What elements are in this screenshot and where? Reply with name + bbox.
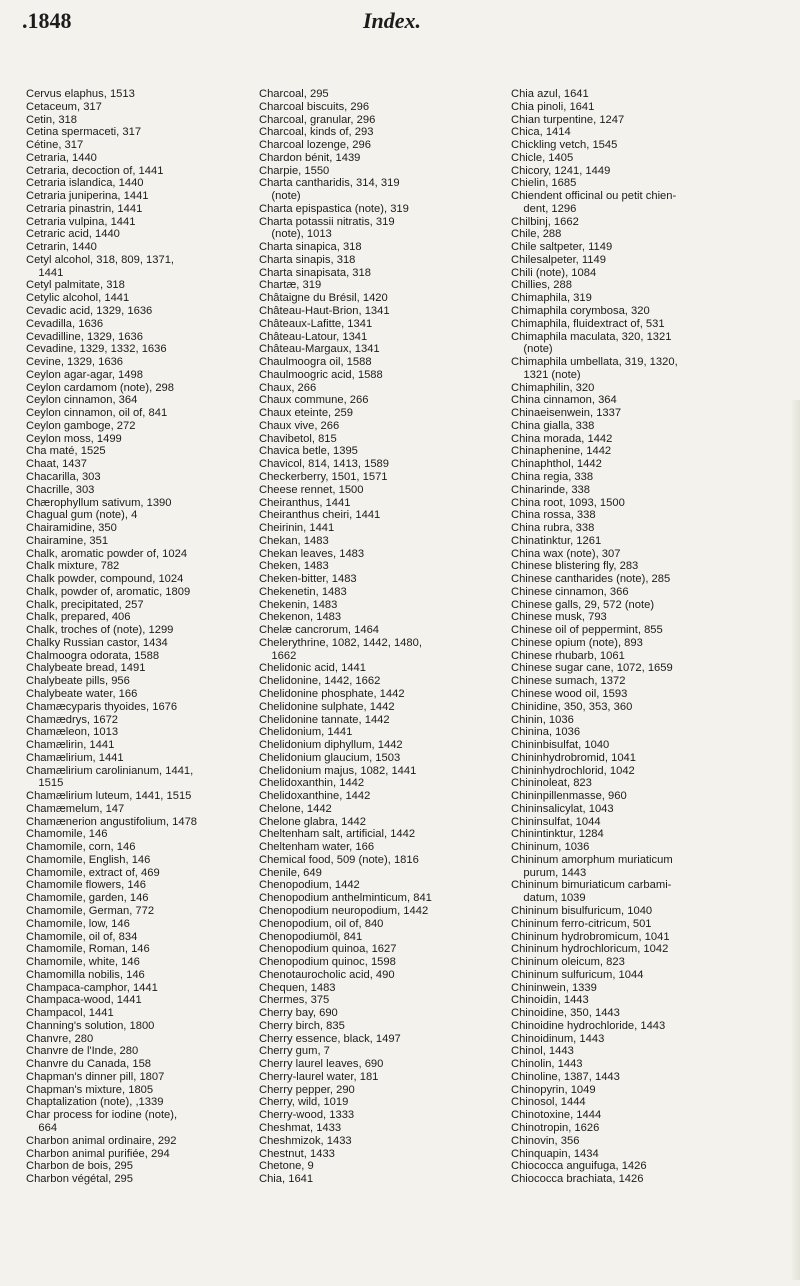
index-entry: Chalk powder, compound, 1024 xyxy=(26,573,184,586)
index-column-1 xyxy=(26,88,288,1186)
index-entry: Chacarilla, 303 xyxy=(26,470,101,483)
index-entry: Châtaigne du Brésil, 1420 xyxy=(259,292,388,305)
index-entry: Chamælirium, 1441 xyxy=(26,751,124,764)
index-entry: Chinotoxine, 1444 xyxy=(511,1109,602,1122)
index-entry: datum, 1039 xyxy=(511,892,586,905)
index-entry: Chininsalicylat, 1043 xyxy=(511,802,614,815)
index-entry: China wax (note), 307 xyxy=(511,547,621,560)
index-entry: Cherry-wood, 1333 xyxy=(259,1109,355,1122)
index-entry: Chinarinde, 338 xyxy=(511,483,590,496)
index-entry: Chamædrys, 1672 xyxy=(26,713,119,726)
index-entry: Chærophyllum sativum, 1390 xyxy=(26,496,172,509)
index-entry: Charbon animal ordinaire, 292 xyxy=(26,1134,177,1147)
index-entry: Charta sinapisata, 318 xyxy=(259,266,371,279)
index-entry: Chinoidine hydrochloride, 1443 xyxy=(511,1019,666,1032)
index-entry: Cherry laurel leaves, 690 xyxy=(259,1058,384,1071)
index-entry: Chanvre du Canada, 158 xyxy=(26,1058,152,1071)
index-entry: Cetin, 318 xyxy=(26,113,77,126)
index-entry: Cetraric acid, 1440 xyxy=(26,228,120,241)
index-entry: Char process for iodine (note), xyxy=(26,1109,178,1122)
index-entry: Chamomile, English, 146 xyxy=(26,853,151,866)
index-entry: Ceylon gamboge, 272 xyxy=(26,419,136,432)
index-entry: Charbon animal purifiée, 294 xyxy=(26,1147,170,1160)
index-entry: Charta potassii nitratis, 319 xyxy=(259,215,395,228)
index-column-2 xyxy=(259,88,521,1186)
index-entry: Chekenon, 1483 xyxy=(259,611,342,624)
index-entry: (note) xyxy=(259,190,301,203)
index-entry: Cherry essence, black, 1497 xyxy=(259,1032,401,1045)
index-entry: Chamomile, garden, 146 xyxy=(26,892,149,905)
index-entry: Charcoal, granular, 296 xyxy=(259,113,376,126)
index-entry: Chinaeisenwein, 1337 xyxy=(511,407,622,420)
index-entry: Chelidonine phosphate, 1442 xyxy=(259,687,405,700)
index-entry: Cetyl alcohol, 318, 809, 1371, xyxy=(26,253,175,266)
index-entry: Chamomile, white, 146 xyxy=(26,956,140,969)
index-entry: Chilesalpeter, 1149 xyxy=(511,253,606,266)
index-entry: (note) xyxy=(511,343,553,356)
index-entry: Chia, 1641 xyxy=(259,1173,314,1186)
index-entry: Cheken, 1483 xyxy=(259,560,329,573)
index-entry: Chillies, 288 xyxy=(511,279,572,292)
index-entry: Chelidoxanthin, 1442 xyxy=(259,777,365,790)
index-entry: Chile, 288 xyxy=(511,228,562,241)
index-entry: 664 xyxy=(26,1122,58,1135)
index-entry: China gialla, 338 xyxy=(511,419,595,432)
index-entry: Ceylon agar-agar, 1498 xyxy=(26,368,143,381)
index-entry: Ceylon moss, 1499 xyxy=(26,432,122,445)
index-entry: Charbon de bois, 295 xyxy=(26,1160,133,1173)
index-entry: Cherry bay, 690 xyxy=(259,1007,338,1020)
index-entry: Chekan, 1483 xyxy=(259,534,329,547)
index-entry: Cevadilline, 1329, 1636 xyxy=(26,330,143,343)
index-entry: Charta sinapica, 318 xyxy=(259,241,362,254)
index-entry: Chagual gum (note), 4 xyxy=(26,509,138,522)
index-entry: Chenopodium, oil of, 840 xyxy=(259,917,384,930)
index-entry: Cherry birch, 835 xyxy=(259,1019,345,1032)
index-entry: Chimaphila, fluidextract of, 531 xyxy=(511,317,665,330)
index-entry: Chinese cinnamon, 366 xyxy=(511,585,629,598)
index-entry: Chamæmelum, 147 xyxy=(26,802,125,815)
index-entry: China cinnamon, 364 xyxy=(511,394,617,407)
index-entry: 1321 (note) xyxy=(511,368,581,381)
index-entry: Chavica betle, 1395 xyxy=(259,445,358,458)
index-entry: Chenopodium, 1442 xyxy=(259,879,360,892)
index-entry: Chamomile, German, 772 xyxy=(26,905,155,917)
index-entry: Cherry-laurel water, 181 xyxy=(259,1070,379,1083)
index-entry: Chaux vive, 266 xyxy=(259,419,340,432)
index-entry: Cetraria pinastrin, 1441 xyxy=(26,202,143,215)
index-entry: Chamænerion angustifolium, 1478 xyxy=(26,815,198,828)
index-entry: Chelidonine sulphate, 1442 xyxy=(259,700,395,713)
index-entry: Chininpillenmasse, 960 xyxy=(511,790,627,803)
page-header xyxy=(22,8,762,40)
index-entry: Chekan leaves, 1483 xyxy=(259,547,365,560)
index-entry: Chininbisulfat, 1040 xyxy=(511,739,610,752)
index-entry: Chinese wood oil, 1593 xyxy=(511,687,628,700)
index-entry: (note), 1013 xyxy=(259,228,332,241)
index-entry: Chinatinktur, 1261 xyxy=(511,534,602,547)
index-entry: Chestnut, 1433 xyxy=(259,1147,335,1160)
index-entry: Channing's solution, 1800 xyxy=(26,1019,155,1032)
index-entry: Chica, 1414 xyxy=(511,126,571,139)
index-entry: Chia azul, 1641 xyxy=(511,88,589,100)
index-entry: Chelidonic acid, 1441 xyxy=(259,662,366,675)
index-entry: Chinotropin, 1626 xyxy=(511,1122,600,1135)
index-entry: Chalmoogra odorata, 1588 xyxy=(26,649,160,662)
index-entry: Chinese oil of peppermint, 855 xyxy=(511,624,663,637)
index-entry: Chalk, precipitated, 257 xyxy=(26,598,144,611)
index-entry: Cheese rennet, 1500 xyxy=(259,483,364,496)
index-entry: Cevadine, 1329, 1332, 1636 xyxy=(26,343,167,356)
index-entry: China rossa, 338 xyxy=(511,509,596,522)
page-edge-shadow xyxy=(790,400,800,1280)
index-entry: Chamælirin, 1441 xyxy=(26,739,115,752)
index-entry: Chinquapin, 1434 xyxy=(511,1147,599,1160)
index-entry: Chelidonium diphyllum, 1442 xyxy=(259,739,403,752)
index-entry: Chinol, 1443 xyxy=(511,1045,574,1058)
index-entry: Cheiranthus, 1441 xyxy=(259,496,351,509)
index-entry: Cheshmizok, 1433 xyxy=(259,1134,352,1147)
index-entry: Cetaceum, 317 xyxy=(26,100,102,113)
index-entry: Chile saltpeter, 1149 xyxy=(511,241,613,254)
index-entry: Chalybeate pills, 956 xyxy=(26,675,130,688)
index-entry: Chamomile, low, 146 xyxy=(26,917,130,930)
index-entry: Chininhydrobromid, 1041 xyxy=(511,751,637,764)
index-entry: Cheken-bitter, 1483 xyxy=(259,573,357,586)
page-title: Index. xyxy=(362,8,422,33)
index-entry: Chinoidinum, 1443 xyxy=(511,1032,605,1045)
index-entry: Chelæ cancrorum, 1464 xyxy=(259,624,380,637)
index-entry: Cevine, 1329, 1636 xyxy=(26,356,124,369)
index-entry: Chinopyrin, 1049 xyxy=(511,1083,596,1096)
index-entry: Chamomile flowers, 146 xyxy=(26,879,147,892)
index-entry: Chaux eteinte, 259 xyxy=(259,407,353,420)
index-column-3 xyxy=(511,88,791,1186)
index-entry: Chinoidin, 1443 xyxy=(511,994,589,1007)
index-entry: Chinina, 1036 xyxy=(511,726,581,739)
index-entry: Chalk mixture, 782 xyxy=(26,560,120,573)
index-entry: Chicory, 1241, 1449 xyxy=(511,164,611,177)
index-entry: Ceylon cinnamon, oil of, 841 xyxy=(26,407,168,420)
index-entry: Chalybeate bread, 1491 xyxy=(26,662,146,675)
index-entry: Chininum, 1036 xyxy=(511,841,590,854)
index-entry: Chelidonium, 1441 xyxy=(259,726,353,739)
index-entry: Chinolin, 1443 xyxy=(511,1058,583,1071)
index-entry: dent, 1296 xyxy=(511,202,577,215)
index-entry: China rubra, 338 xyxy=(511,522,595,535)
index-entry: Châteaux-Lafitte, 1341 xyxy=(259,317,373,330)
index-entry: China morada, 1442 xyxy=(511,432,613,445)
index-entry: Cherry, wild, 1019 xyxy=(259,1096,349,1109)
index-entry: Chalk, powder of, aromatic, 1809 xyxy=(26,585,191,598)
index-entry: Cetraria juniperina, 1441 xyxy=(26,190,149,203)
index-entry: Chelerythrine, 1082, 1442, 1480, xyxy=(259,636,422,649)
index-entry: Chamomile, corn, 146 xyxy=(26,841,136,854)
index-entry: Chinin, 1036 xyxy=(511,713,574,726)
index-entry: Cheirinin, 1441 xyxy=(259,522,335,535)
index-entry: Chaux, 266 xyxy=(259,381,317,394)
index-entry: Chalk, prepared, 406 xyxy=(26,611,131,624)
index-entry: Chininum hydrochloricum, 1042 xyxy=(511,943,669,956)
index-entry: Chetone, 9 xyxy=(259,1160,314,1173)
index-entry: Chairamidine, 350 xyxy=(26,522,117,535)
index-entry: Charcoal, kinds of, 293 xyxy=(259,126,374,139)
index-entry: Chinoline, 1387, 1443 xyxy=(511,1070,620,1083)
index-entry: Chininum sulfuricum, 1044 xyxy=(511,968,644,981)
index-entry: Chalybeate water, 166 xyxy=(26,687,138,700)
index-entry: Chaulmoogra oil, 1588 xyxy=(259,356,372,369)
index-entry: Château-Haut-Brion, 1341 xyxy=(259,305,390,318)
index-entry: Chalky Russian castor, 1434 xyxy=(26,636,168,649)
index-entry: Chenotaurocholic acid, 490 xyxy=(259,968,395,981)
index-entry: Cetraria islandica, 1440 xyxy=(26,177,144,190)
index-entry: Chilbinj, 1662 xyxy=(511,215,579,228)
index-entry: Chavibetol, 815 xyxy=(259,432,337,445)
index-entry: Chielin, 1685 xyxy=(511,177,577,190)
index-entry: Charcoal lozenge, 296 xyxy=(259,139,371,152)
index-entry: Charbon végétal, 295 xyxy=(26,1173,133,1186)
index-entry: Champaca-wood, 1441 xyxy=(26,994,142,1007)
index-entry: Chenopodiumöl, 841 xyxy=(259,930,363,943)
index-entry: Cherry gum, 7 xyxy=(259,1045,330,1058)
index-entry: 1441 xyxy=(26,266,64,279)
index-entry: Chapman's mixture, 1805 xyxy=(26,1083,154,1096)
page-number: .1848 xyxy=(22,8,72,33)
index-entry: Chamomile, Roman, 146 xyxy=(26,943,150,956)
index-entry: Château-Latour, 1341 xyxy=(259,330,368,343)
index-entry: Chininwein, 1339 xyxy=(511,981,597,994)
index-entry: Chelidoxanthine, 1442 xyxy=(259,790,371,803)
index-entry: Chili (note), 1084 xyxy=(511,266,597,279)
index-entry: Chenopodium neuropodium, 1442 xyxy=(259,905,429,917)
index-entry: Chaux commune, 266 xyxy=(259,394,369,407)
index-entry: Cevadic acid, 1329, 1636 xyxy=(26,305,153,318)
index-entry: Chinese musk, 793 xyxy=(511,611,607,624)
index-entry: Cheltenham water, 166 xyxy=(259,841,375,854)
index-entry: Chian turpentine, 1247 xyxy=(511,113,625,126)
index-entry: Chelidonium majus, 1082, 1441 xyxy=(259,764,417,777)
index-entry: China root, 1093, 1500 xyxy=(511,496,625,509)
index-entry: Château-Margaux, 1341 xyxy=(259,343,380,356)
index-entry: Chamælirium luteum, 1441, 1515 xyxy=(26,790,192,803)
index-entry: Cha maté, 1525 xyxy=(26,445,106,458)
index-entry: Cheltenham salt, artificial, 1442 xyxy=(259,828,416,841)
index-entry: Chinese rhubarb, 1061 xyxy=(511,649,625,662)
index-entry: Cetraria vulpina, 1441 xyxy=(26,215,136,228)
index-entry: Chanvre, 280 xyxy=(26,1032,94,1045)
index-entry: Chamælirium carolinianum, 1441, xyxy=(26,764,194,777)
index-entry: Chamomile, oil of, 834 xyxy=(26,930,138,943)
index-entry: Chaulmoogric acid, 1588 xyxy=(259,368,383,381)
index-entry: Chininum bisulfuricum, 1040 xyxy=(511,905,653,917)
index-entry: Chenopodium quinoc, 1598 xyxy=(259,956,396,969)
index-entry: Chelone glabra, 1442 xyxy=(259,815,366,828)
index-entry: Chanvre de l'Inde, 280 xyxy=(26,1045,139,1058)
index-entry: Chenopodium anthelminticum, 841 xyxy=(259,892,432,905)
index-entry: Chinese sugar cane, 1072, 1659 xyxy=(511,662,673,675)
index-entry: Chinintinktur, 1284 xyxy=(511,828,604,841)
index-entry: Chinese opium (note), 893 xyxy=(511,636,643,649)
index-entry: Chinaphenine, 1442 xyxy=(511,445,612,458)
index-entry: Chamæleon, 1013 xyxy=(26,726,119,739)
index-entry: Ceylon cinnamon, 364 xyxy=(26,394,138,407)
index-entry: China regia, 338 xyxy=(511,470,594,483)
index-entry: Chavicol, 814, 1413, 1589 xyxy=(259,458,389,471)
index-entry: Champacol, 1441 xyxy=(26,1007,114,1020)
index-entry: Cheiranthus cheiri, 1441 xyxy=(259,509,381,522)
index-entry: Cetrarin, 1440 xyxy=(26,241,97,254)
index-entry: Chekenetin, 1483 xyxy=(259,585,347,598)
index-entry: Charpie, 1550 xyxy=(259,164,330,177)
index-entry: Chapman's dinner pill, 1807 xyxy=(26,1070,165,1083)
index-entry: Charcoal biscuits, 296 xyxy=(259,100,370,113)
index-entry: Chelidonine tannate, 1442 xyxy=(259,713,390,726)
index-entry: purum, 1443 xyxy=(511,866,587,879)
index-entry: Chamomile, 146 xyxy=(26,828,108,841)
index-entry: Cherry pepper, 290 xyxy=(259,1083,355,1096)
index-entry: Chemical food, 509 (note), 1816 xyxy=(259,853,419,866)
index-entry: Charta epispastica (note), 319 xyxy=(259,202,409,215)
index-entry: Chininum hydrobromicum, 1041 xyxy=(511,930,670,943)
index-entry: Chamomile, extract of, 469 xyxy=(26,866,160,879)
index-entry: Chinosol, 1444 xyxy=(511,1096,586,1109)
index-entry: Chinese galls, 29, 572 (note) xyxy=(511,598,655,611)
index-entry: Chininum ferro-citricum, 501 xyxy=(511,917,652,930)
index-entry: Chequen, 1483 xyxy=(259,981,336,994)
index-entry: Chenopodium quinoa, 1627 xyxy=(259,943,397,956)
index-entry: Chardon bénit, 1439 xyxy=(259,151,361,164)
index-entry: Cevadilla, 1636 xyxy=(26,317,104,330)
index-entry: Chimaphilin, 320 xyxy=(511,381,595,394)
index-entry: Chamomilla nobilis, 146 xyxy=(26,968,145,981)
index-entry: Chinaphthol, 1442 xyxy=(511,458,602,471)
index-entry: Cheshmat, 1433 xyxy=(259,1122,342,1135)
index-entry: Chiococca anguifuga, 1426 xyxy=(511,1160,647,1173)
index-entry: Chimaphila, 319 xyxy=(511,292,592,305)
index-entry: 1515 xyxy=(26,777,64,790)
index-entry: Chalk, troches of (note), 1299 xyxy=(26,624,174,637)
index-entry: Chiococca brachiata, 1426 xyxy=(511,1173,644,1186)
index-entry: Chimaphila maculata, 320, 1321 xyxy=(511,330,672,343)
index-entry: Chelidonine, 1442, 1662 xyxy=(259,675,381,688)
index-entry: Cetraria, 1440 xyxy=(26,151,97,164)
index-entry: Chinidine, 350, 353, 360 xyxy=(511,700,633,713)
index-entry: Chacrille, 303 xyxy=(26,483,95,496)
index-entry: Chinese cantharides (note), 285 xyxy=(511,573,671,586)
index-entry: Chaptalization (note), ,1339 xyxy=(26,1096,164,1109)
index-entry: Chimaphila corymbosa, 320 xyxy=(511,305,650,318)
index-entry: Charta sinapis, 318 xyxy=(259,253,356,266)
index-entry: Chininhydrochlorid, 1042 xyxy=(511,764,635,777)
index-entry: Cetina spermaceti, 317 xyxy=(26,126,142,139)
index-entry: Chinoidine, 350, 1443 xyxy=(511,1007,620,1020)
index-entry: Chinese blistering fly, 283 xyxy=(511,560,639,573)
index-entry: 1662 xyxy=(259,649,297,662)
index-entry: Chermes, 375 xyxy=(259,994,330,1007)
index-entry: Chelone, 1442 xyxy=(259,802,332,815)
index-entry: Cetraria, decoction of, 1441 xyxy=(26,164,164,177)
index-entry: Chinovin, 356 xyxy=(511,1134,580,1147)
index-entry: Chininsulfat, 1044 xyxy=(511,815,601,828)
index-entry: Chartæ, 319 xyxy=(259,279,322,292)
index-entry: Chicle, 1405 xyxy=(511,151,574,164)
index-entry: Chalk, aromatic powder of, 1024 xyxy=(26,547,188,560)
index-entry: Chinese sumach, 1372 xyxy=(511,675,626,688)
index-entry: Charcoal, 295 xyxy=(259,88,329,100)
index-entry: Chaat, 1437 xyxy=(26,458,87,471)
index-entry: Charta cantharidis, 314, 319 xyxy=(259,177,400,190)
index-entry: Cetylic alcohol, 1441 xyxy=(26,292,130,305)
index-entry: Chekenin, 1483 xyxy=(259,598,338,611)
index-entry: Chiendent officinal ou petit chien- xyxy=(511,190,677,203)
index-entry: Checkerberry, 1501, 1571 xyxy=(259,470,388,483)
index-entry: Cétine, 317 xyxy=(26,139,84,152)
index-entry: Chickling vetch, 1545 xyxy=(511,139,618,152)
index-entry: Cervus elaphus, 1513 xyxy=(26,88,135,100)
index-entry: Cetyl palmitate, 318 xyxy=(26,279,125,292)
index-entry: Champaca-camphor, 1441 xyxy=(26,981,158,994)
index-entry: Chelidonium glaucium, 1503 xyxy=(259,751,401,764)
index-entry: Chininum oleicum, 823 xyxy=(511,956,625,969)
index-entry: Chia pinoli, 1641 xyxy=(511,100,595,113)
index-entry: Chairamine, 351 xyxy=(26,534,109,547)
index-entry: Chininum amorphum muriaticum xyxy=(511,853,673,866)
index-entry: Chamæcyparis thyoides, 1676 xyxy=(26,700,178,713)
index-entry: Chenile, 649 xyxy=(259,866,322,879)
index-entry: Chininum bimuriaticum carbami- xyxy=(511,879,672,892)
index-entry: Ceylon cardamom (note), 298 xyxy=(26,381,174,394)
index-entry: Chininoleat, 823 xyxy=(511,777,592,790)
index-entry: Chimaphila umbellata, 319, 1320, xyxy=(511,356,678,369)
